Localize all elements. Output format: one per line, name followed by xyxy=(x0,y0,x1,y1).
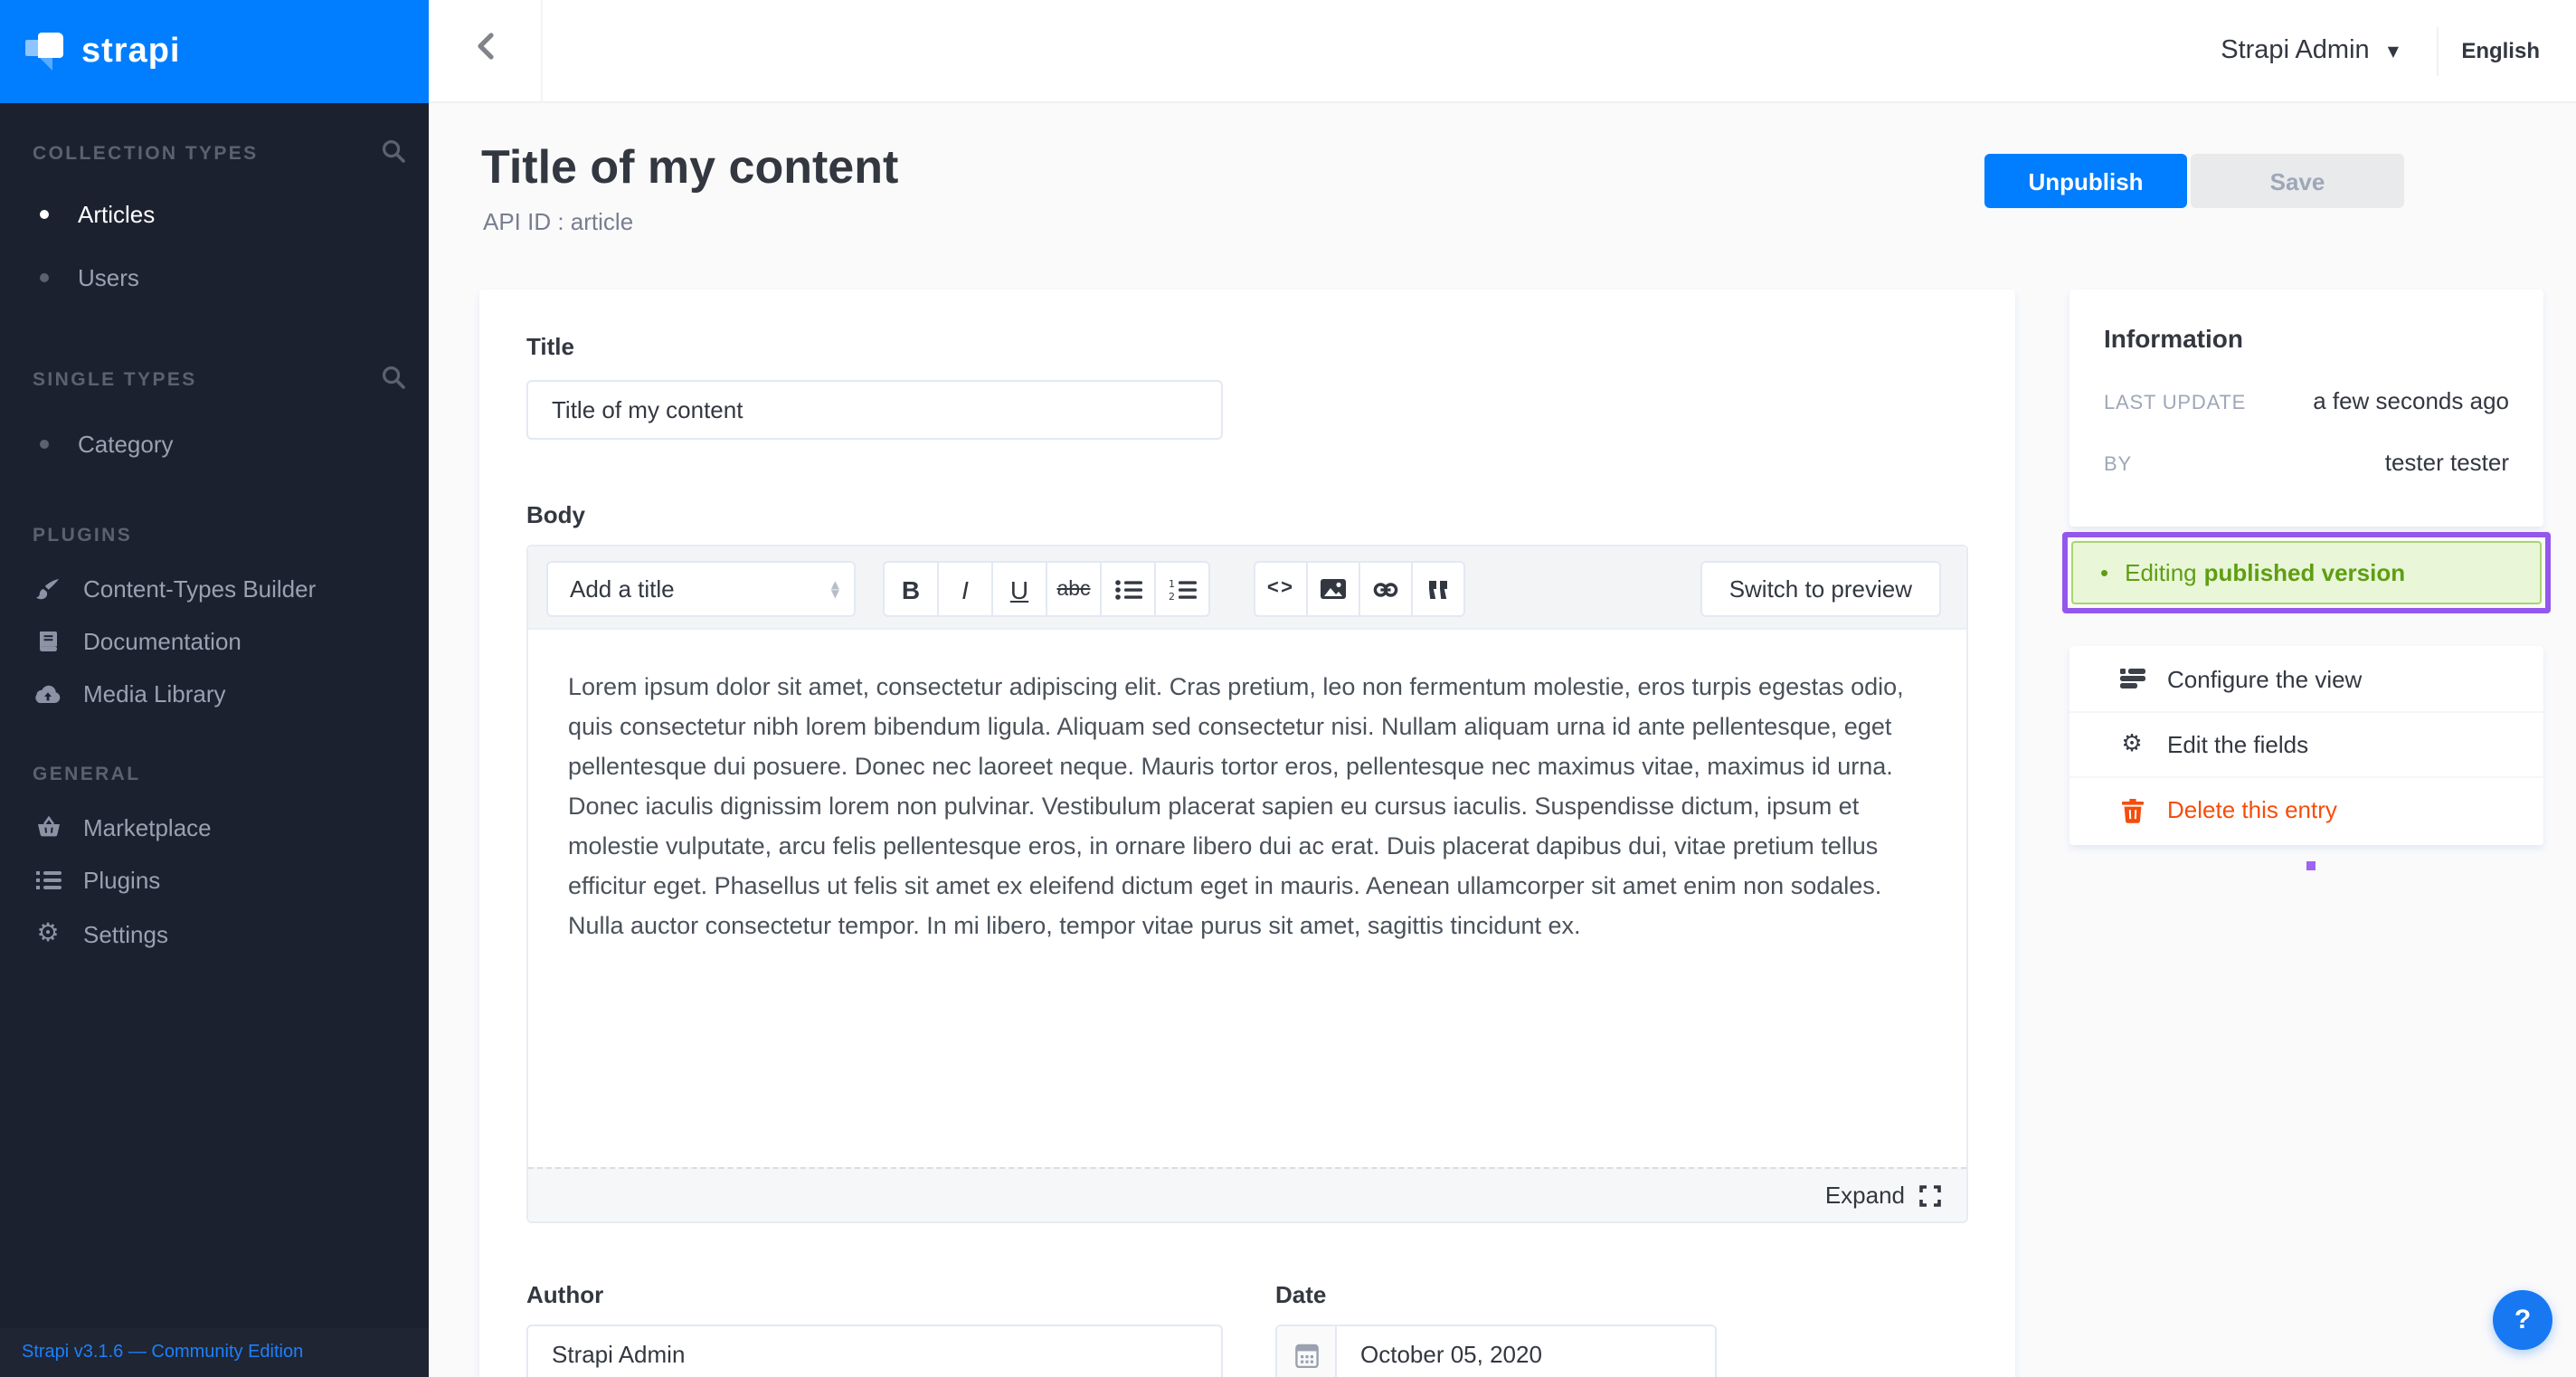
user-menu[interactable]: Strapi Admin ▼ xyxy=(2221,36,2399,65)
bullet-list-button[interactable] xyxy=(1100,561,1156,617)
search-icon[interactable] xyxy=(382,366,405,394)
sidebar-item-documentation[interactable]: Documentation xyxy=(33,621,405,660)
edit-fields-button[interactable]: ⚙ Edit the fields xyxy=(2069,711,2543,776)
svg-text:2: 2 xyxy=(1168,590,1174,600)
sidebar-item-category[interactable]: Category xyxy=(33,423,405,463)
save-button[interactable]: Save xyxy=(2191,154,2404,208)
sidebar xyxy=(0,0,429,1377)
last-update-row: LAST UPDATE a few seconds ago xyxy=(2104,387,2509,414)
expand-button[interactable]: Expand xyxy=(528,1167,1966,1221)
insert-button-group xyxy=(1254,561,1465,617)
body-field-label: Body xyxy=(526,501,585,528)
image-button[interactable] xyxy=(1306,561,1360,617)
bullet-icon xyxy=(40,209,49,218)
configure-view-button[interactable]: Configure the view xyxy=(2069,646,2543,711)
sidebar-item-plugins[interactable]: Plugins xyxy=(33,859,405,899)
configure-view-icon xyxy=(2117,668,2147,689)
section-single-types: SINGLE TYPES xyxy=(33,360,405,400)
trash-icon xyxy=(2117,797,2147,822)
switch-to-preview-button[interactable]: Switch to preview xyxy=(1700,561,1941,617)
language-selector[interactable]: English xyxy=(2461,38,2540,63)
sidebar-item-articles[interactable]: Articles xyxy=(33,194,405,233)
calendar-icon xyxy=(1277,1326,1337,1377)
svg-text:1: 1 xyxy=(1168,578,1174,590)
numbered-list-icon xyxy=(1168,578,1197,600)
title-field-label: Title xyxy=(526,333,574,360)
sidebar-item-users[interactable]: Users xyxy=(33,257,405,297)
author-input[interactable] xyxy=(526,1325,1223,1377)
image-icon xyxy=(1321,579,1346,599)
edit-form-card xyxy=(479,290,2015,1377)
version-text: Strapi v3.1.6 — Community Edition xyxy=(22,1343,304,1363)
sidebar-item-media-library[interactable]: Media Library xyxy=(33,673,405,713)
page-title: Title of my content xyxy=(481,139,899,194)
sidebar-item-marketplace[interactable]: Marketplace xyxy=(33,807,405,847)
information-title: Information xyxy=(2104,324,2243,353)
editor-content[interactable]: Lorem ipsum dolor sit amet, consectetur adipiscing elit. Cras pretium, leo non fermentum molestie, eros turpis egestas odio, quis consectetur nibh lorem bibendum ligula. Aliquam sed consectetur nisi. Nullam aliquam urna id ante pellentesque, eget pellentesque dui posuere. Donec nec laoreet neque. Mauris tortor eros, pellentesque nec maximus vitae, maximus id urna. Donec iaculis dignissim lorem non pulvinar. Vestibulum placerat sapien eu cursus iaculis. Suspendisse dictum, ipsum et molestie vulputate, arcu felis pellentesque eros, in ornare libero dui ac erat. Duis placerat dapibus dui, vitae pretium tellus efficitur eget. Phasellus ut felis sit amet ex eleifend dictum eget in mauris. Aenean ullamcorper sit amet enim non sodales. Nulla auctor consectetur tempor. In mi libero, tempor vitae purus sit amet, sagittis tincidunt ex. xyxy=(568,673,1904,939)
bullet-list-icon xyxy=(1113,578,1142,600)
delete-entry-button[interactable]: Delete this entry xyxy=(2069,776,2543,841)
status-dot-icon: • xyxy=(2100,559,2109,586)
author-field-label: Author xyxy=(526,1281,604,1308)
section-plugins: PLUGINS xyxy=(33,525,133,546)
chevron-left-icon xyxy=(475,31,495,71)
underline-button[interactable]: U xyxy=(991,561,1047,617)
basket-icon xyxy=(33,816,63,838)
unpublish-button[interactable]: Unpublish xyxy=(1984,154,2187,208)
header-divider xyxy=(2437,27,2439,76)
actions-panel xyxy=(2069,646,2543,845)
annotation-dot xyxy=(2306,861,2316,870)
rich-text-editor xyxy=(526,545,1968,1223)
list-icon xyxy=(33,869,63,889)
date-picker[interactable] xyxy=(1275,1325,1717,1377)
expand-icon xyxy=(1919,1184,1941,1206)
status-badge: • Editing published version xyxy=(2071,541,2542,604)
italic-button[interactable]: I xyxy=(937,561,993,617)
title-input[interactable] xyxy=(526,380,1223,440)
top-bar xyxy=(429,0,2576,103)
link-icon xyxy=(1373,580,1398,598)
gear-icon: ⚙ xyxy=(36,919,60,948)
editor-toolbar xyxy=(528,546,1966,630)
back-button[interactable] xyxy=(429,0,543,101)
section-general: GENERAL xyxy=(33,764,141,785)
format-button-group xyxy=(883,561,1210,617)
date-field-label: Date xyxy=(1275,1281,1327,1308)
gear-icon: ⚙ xyxy=(2121,731,2143,758)
annotation-highlight-frame xyxy=(2062,532,2551,613)
sidebar-footer[interactable] xyxy=(0,1328,429,1377)
paint-brush-icon xyxy=(33,576,63,600)
quote-icon xyxy=(1427,580,1449,598)
api-id-subtitle: API ID : article xyxy=(483,208,634,235)
bold-button[interactable]: B xyxy=(883,561,939,617)
strikethrough-button[interactable]: abc xyxy=(1046,561,1102,617)
strapi-logo-icon xyxy=(25,33,63,71)
cloud-upload-icon xyxy=(33,683,63,703)
heading-select[interactable]: Add a title ▲ ▼ xyxy=(546,561,856,617)
bullet-icon xyxy=(40,272,49,281)
numbered-list-button[interactable] xyxy=(1154,561,1210,617)
strapi-logo[interactable] xyxy=(0,0,429,103)
information-panel xyxy=(2069,290,2543,527)
sidebar-item-content-types-builder[interactable]: Content-Types Builder xyxy=(33,568,405,608)
search-icon[interactable] xyxy=(382,139,405,168)
book-icon xyxy=(33,629,63,652)
date-value: October 05, 2020 xyxy=(1360,1341,1542,1368)
quote-button[interactable] xyxy=(1411,561,1465,617)
code-button[interactable]: <> xyxy=(1254,561,1308,617)
content-area xyxy=(429,103,2576,1377)
help-button[interactable]: ? xyxy=(2493,1290,2552,1350)
sidebar-item-settings[interactable]: ⚙ Settings xyxy=(33,914,405,954)
link-button[interactable] xyxy=(1359,561,1413,617)
by-row: BY tester tester xyxy=(2104,449,2509,476)
chevron-down-icon: ▼ xyxy=(2387,43,2399,59)
select-stepper-icon: ▲ ▼ xyxy=(830,578,839,600)
strapi-logo-text: strapi xyxy=(81,32,181,70)
bullet-icon xyxy=(40,439,49,448)
section-collection-types: COLLECTION TYPES xyxy=(33,134,405,174)
